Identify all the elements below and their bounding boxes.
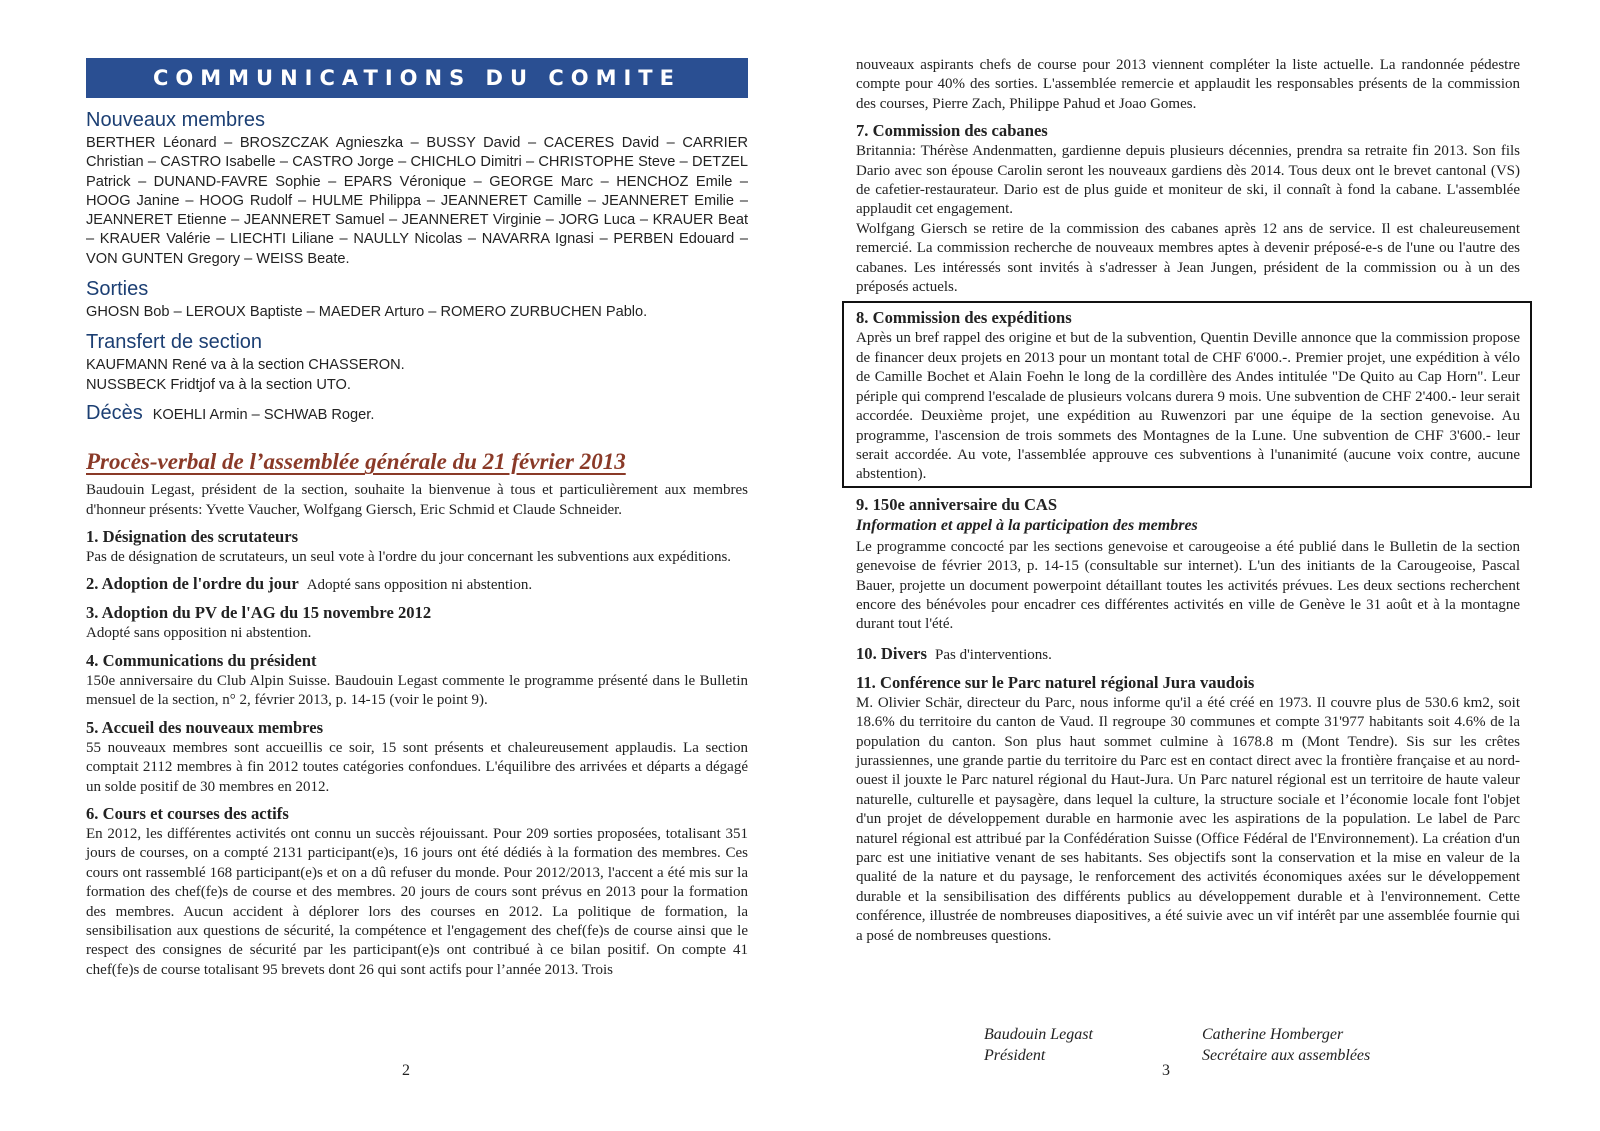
text-s7-b: Wolfgang Giersch se retire de la commission des cabanes après 12 ans de service. Il est chaleureusement remercié. La commission recherche de nouveaux membres aptes à devenir préposé-e-s de l'une ou l'autre des cabanes. Les intéressés sont invités à s'adresser à Jean Jungen, président de la commission ou à un des préposés actuels.: [856, 220, 1520, 296]
heading-sorties: Sorties: [86, 278, 149, 301]
right-page: [856, 56, 1520, 1064]
heading-s1: 1. Désignation des scrutateurs: [86, 527, 299, 547]
heading-deces: Décès: [86, 401, 143, 424]
page-number-left: 2: [402, 1062, 410, 1079]
text-s5: 55 nouveaux membres sont accueillis ce soir, 15 sont présents et chaleureusement applaudis. La section comptait 2112 membres à fin 2012 toutes catégories confondues. L'équilibre des arrivées et départs a dégagé un solde positif de 30 membres en 2012.: [86, 739, 748, 795]
signature-name-1: Baudouin Legast: [984, 1026, 1093, 1043]
row-s2: [86, 573, 748, 596]
heading-s4: 4. Communications du président: [86, 650, 317, 670]
text-s6: En 2012, les différentes activités ont connu un succès réjouissant. Pour 209 sorties proposées, totalisant 351 jours de courses, on a compté 2131 participant(e)s, 16 jours ont été dédiés à la formation des membres. Ces cours ont rassemblé 168 participant(e)s et on a dû refuser du monde. Pour 2012/2013, l'accent a été mis sur la formation des chef(fe)s de course et des membres. 20 jours de cours sont prévus en 2013 pour la formation des membres. Aucun accident à déplorer lors des courses en 2012. La politique de formation, la sensibilisation aux questions de sécurité, la compétence et l'engagement des chef(fe)s de course ainsi que le respect des consignes de sécurité par les participant(e)s ont contribué à ce bilan positif. On compte 41 chef(fe)s de course totalisant 95 brevets dont 26 qui sont actifs pour l’année 2013. Trois: [86, 825, 748, 978]
heading-s6: 6. Cours et courses des actifs: [86, 803, 289, 823]
heading-s10: 10. Divers: [856, 643, 927, 663]
heading-nouveaux-membres: Nouveaux membres: [86, 109, 265, 131]
subheading-s9: Information et appel à la participation des membres: [856, 516, 1198, 534]
heading-s9: 9. 150e anniversaire du CAS: [856, 494, 1058, 514]
text-s7-a: Britannia: Thérèse Andenmatten, gardienne depuis plusieurs décennies, prendra sa retraite fin 2013. Son fils Dario avec son épouse Carolin seront les nouveaux gardiens dès 2014. Tous deux ont le brevet cantonal (VS) de cafetier-restaurateur. Dario est de plus guide et moniteur de ski, il connaît à fond la cabane. L'assemblée applaudit cet engagement.: [856, 143, 1520, 218]
heading-s8: 8. Commission des expéditions: [856, 308, 1072, 328]
signature-role-1: Président: [984, 1047, 1046, 1064]
heading-s3: 3. Adoption du PV de l'AG du 15 novembre 2012: [86, 603, 432, 623]
transfert-line-1: KAUFMANN René va à la section CHASSERON.: [86, 357, 405, 374]
signature-role-2: Secrétaire aux assemblées: [1202, 1047, 1371, 1064]
signature-president: [984, 1024, 1093, 1066]
sorties-list: GHOSN Bob – LEROUX Baptiste – MAEDER Arturo – ROMERO ZURBUCHEN Pablo.: [86, 304, 648, 321]
text-s3: Adopté sans opposition ni abstention.: [86, 625, 312, 642]
text-s6-continued: nouveaux aspirants chefs de course pour 2013 viennent compléter la liste actuelle. La randonnée pédestre compte pour 40% des sorties. L'assemblée remercie et applaudit les responsables présents de la commission des courses, Pierre Zach, Philippe Pahud et Joao Gomes.: [856, 57, 1520, 112]
heading-s7: 7. Commission des cabanes: [856, 121, 1048, 141]
text-s11: M. Olivier Schär, directeur du Parc, nous informe qu'il a été créé en 1973. Il couvre plus de 530.6 km2, soit 18.6% du territoire du canton de Vaud. Il regroupe 30 communes et compte 31'977 habitants soit 4.6% de la population du canton. Son plus haut sommet culmine à 1678.8 m (Mont Tendre). Sis sur les crêtes jurassiennes, une grande partie du territoire du Parc est en contact direct avec la frontière française et au nord-ouest il jouxte le Parc naturel régional du Haut-Jura. Un Parc naturel régional est un territoire de haute valeur naturelle, culturelle et paysagère, dans lequel la culture, la structure sociale et l’économie locale font l'objet d'un projet de développement durable en harmonie avec les aspirations de la population. Le label de Parc naturel régional est attribué par la Confédération Suisse (Office Fédéral de l'Environnement). La création d'un parc est une initiative venant de ses habitants. Ses objectifs sont la conservation et la mise en valeur de la qualité de la nature et du paysage, le renforcement des activités économiques axées sur le développement durable et la sensibilisation des différents publics au développement durable et à l'environnement. Cette conférence, illustrée de nombreuses diapositives, a été suivie avec un vif intérêt par une assemblée fournie qui a posé de nombreuses questions.: [856, 694, 1520, 944]
heading-s2: 2. Adoption de l'ordre du jour: [86, 574, 299, 594]
nouveaux-membres-list: BERTHER Léonard – BROSZCZAK Agnieszka – BUSSY David – CACERES David – CARRIER Christian – CASTRO Isabelle – CASTRO Jorge – CHICHLO Dimitri – CHRISTOPHE Steve – DETZEL Patrick – DUNAND-FAVRE Sophie – EPARS Véronique – GEORGE Marc – HENCHOZ Emile – HOOG Janine – HOOG Rudolf – HULME Philippa – JEANNERET Camille – JEANNERET Emilie – JEANNERET Etienne – JEANNERET Samuel – JEANNERET Virginie – JORG Luca – KRAUER Beat – KRAUER Valérie – LIECHTI Liliane – NAULLY Nicolas – NAVARRA Ignasi – PERBEN Edouard – VON GUNTEN Gregory – WEISS Beate.: [86, 135, 748, 267]
pv-intro: Baudouin Legast, président de la section, souhaite la bienvenue à tous et particulièrement aux membres d'honneur présents: Yvette Vaucher, Wolfgang Giersch, Eric Schmid et Claude Schneider.: [86, 482, 748, 518]
text-s8: Après un bref rappel des origine et but de la subvention, Quentin Deville annonce que la commission propose de financer deux projets en 2013 pour un montant total de CHF 6'000.-. Premier projet, une expédition à vélo de Camille Bochet et Alain Foehn le long de la cordillère des Andes intitulée "De Quito au Cap Horn". Leur périple qui comprend l'escalade de plusieurs volcans durera 9 mois. Une subvention de CHF 2'400.- leur serait accordée. Deuxième projet, une expédition au Ruwenzori par une équipe de la section genevoise. Au programme, l'ascension de trois sommets des Montagnes de la Lune. Une subvention de CHF 3'600.- leur serait accordée. Au vote, l'assemblée approuve ces subventions à l'unanimité (aucune voix contre, aucune abstention).: [856, 330, 1520, 483]
deces-list: KOEHLI Armin – SCHWAB Roger.: [152, 406, 375, 423]
expeditions-box: [842, 301, 1532, 487]
page-number-right: 3: [1162, 1062, 1170, 1079]
text-s4: 150e anniversaire du Club Alpin Suisse. Baudouin Legast commente le programme présenté dans le Bulletin mensuel de la section, n° 2, février 2013, p. 14-15 (voir le point 9).: [86, 672, 748, 709]
left-page: [86, 58, 748, 980]
signature-secretary: [1202, 1024, 1370, 1066]
heading-s11: 11. Conférence sur le Parc naturel régional Jura vaudois: [856, 672, 1255, 692]
transfert-line-2: NUSSBECK Fridtjof va à la section UTO.: [86, 376, 351, 393]
text-s2: Adopté sans opposition ni abstention.: [306, 577, 533, 594]
signature-name-2: Catherine Homberger: [1202, 1026, 1344, 1043]
row-s10: [856, 643, 1520, 666]
text-s1: Pas de désignation de scrutateurs, un seul vote à l'ordre du jour concernant les subventions aux expéditions.: [86, 549, 732, 566]
pv-title: Procès-verbal de l’assemblée générale du 21 février 2013: [86, 449, 626, 475]
heading-transfert: Transfert de section: [86, 331, 263, 354]
text-s10: Pas d'interventions.: [934, 646, 1052, 663]
text-s9: Le programme concocté par les sections genevoise et carougeoise a été publié dans le Bulletin de la section genevoise de février 2013, p. 14-15 (consultable sur internet). L'un des initiants de la Carougeoise, Pascal Bauer, projette un document powerpoint détaillant toutes les activités prévues. Les deux sections recherchent encore des bénévoles pour encadrer ces différentes activités en ville de Genève le 31 août et à la montagne durant tout l'été.: [856, 538, 1520, 633]
deces-row: [86, 401, 748, 425]
heading-s5: 5. Accueil des nouveaux membres: [86, 717, 324, 737]
section-banner: COMMUNICATIONS DU COMITE: [86, 58, 748, 98]
